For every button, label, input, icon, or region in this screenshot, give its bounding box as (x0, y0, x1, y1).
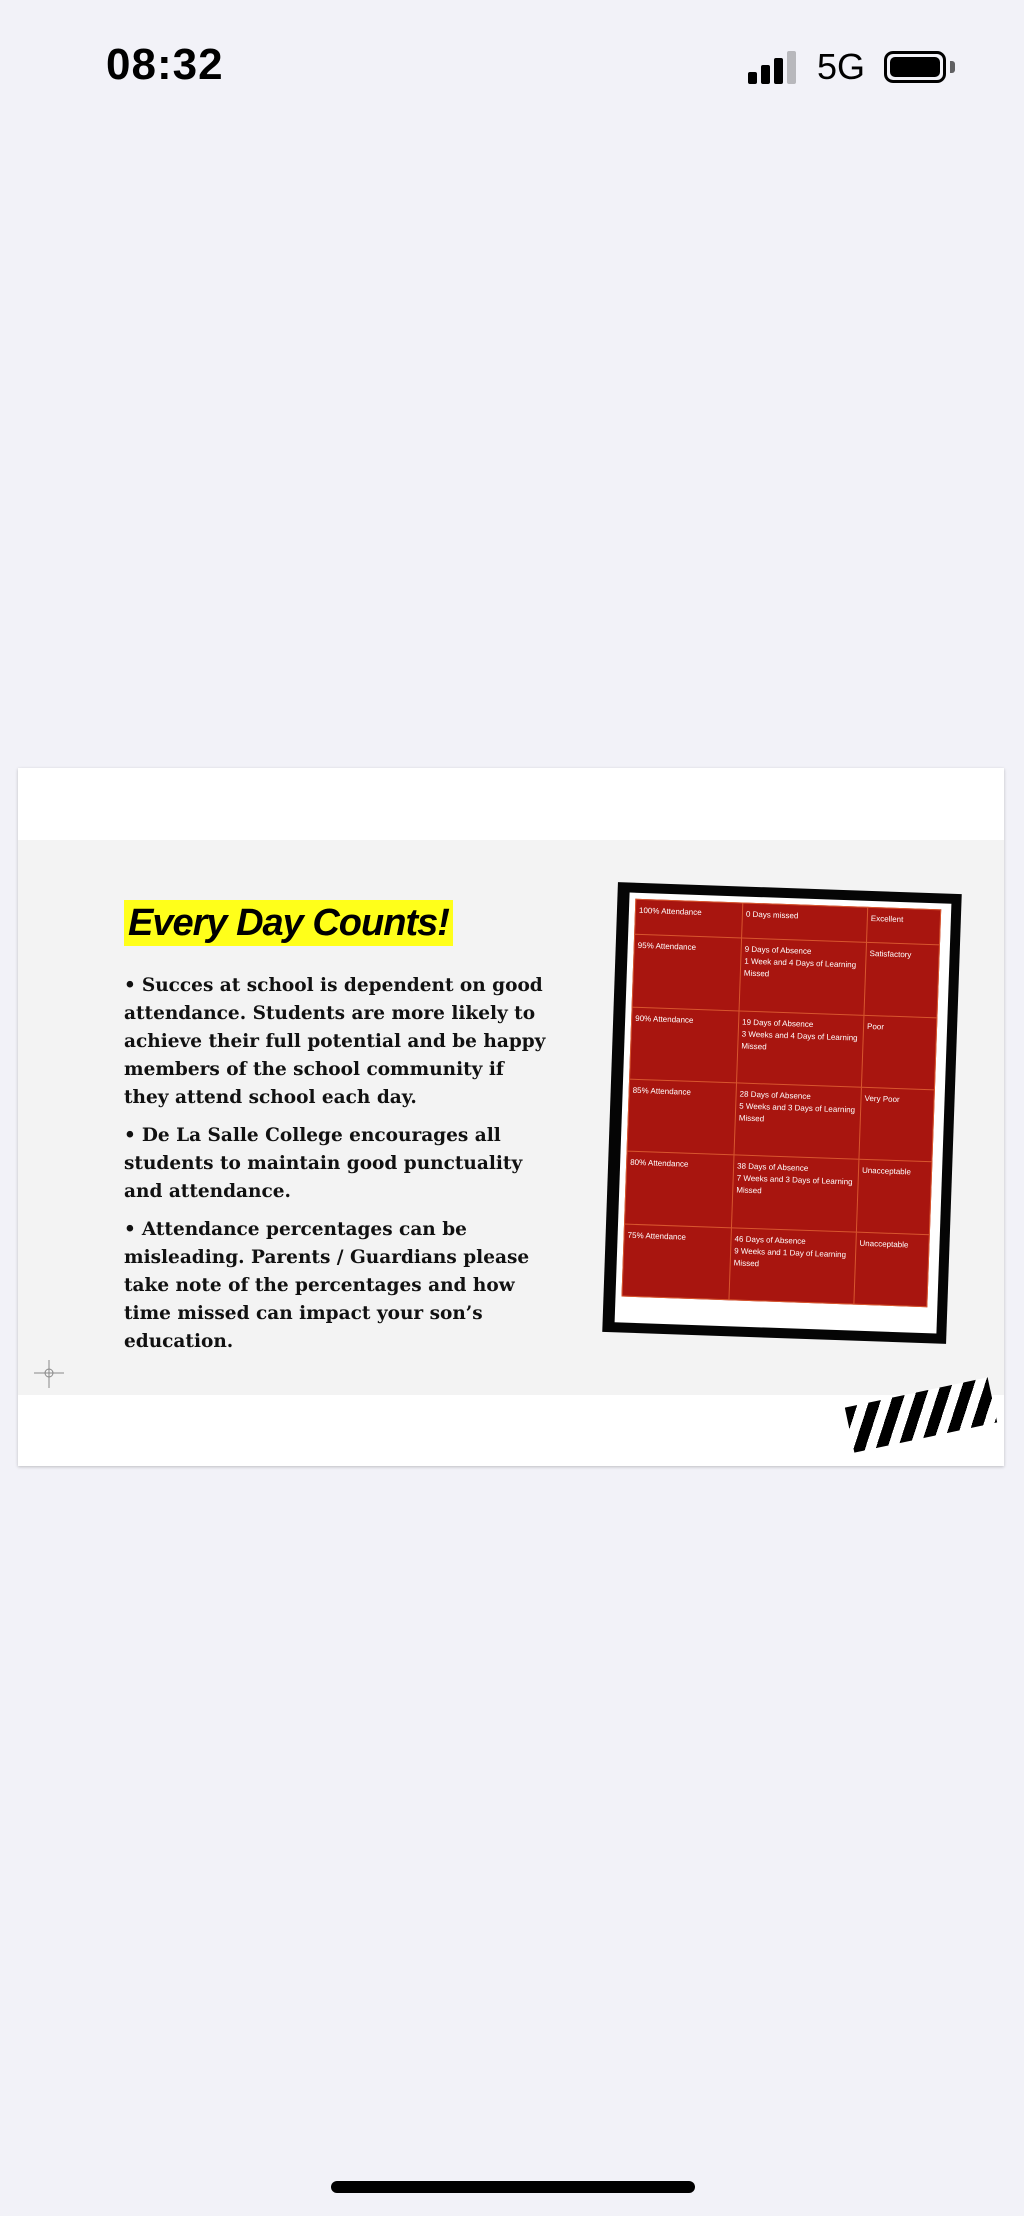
bullet-item (124, 1122, 554, 1206)
slide-image[interactable] (18, 768, 1004, 1466)
rating-cell: Poor (861, 1015, 936, 1090)
network-type: 5G (817, 46, 866, 87)
slide-title: Every Day Counts! (124, 900, 453, 946)
attendance-cell: 95% Attendance (632, 935, 741, 1011)
clock-time: 08:32 (106, 40, 224, 89)
table-row (625, 1151, 932, 1234)
days-missed-cell: 9 Days of Absence 1 Week and 4 Days of Learning Missed (739, 938, 866, 1015)
bullet-text: Succes at school is dependent on good attendance. Students are more likely to achieve their full potential and be happy members of the school community if they attend school each day. (124, 975, 546, 1108)
rating-cell: Very Poor (859, 1087, 934, 1162)
attendance-cell: 80% Attendance (625, 1151, 734, 1227)
table-row (622, 1224, 929, 1307)
attendance-cell: 100% Attendance (635, 899, 743, 938)
rating-cell: Unacceptable (856, 1160, 931, 1235)
status-bar (0, 0, 1024, 130)
cellular-signal-icon (748, 50, 800, 84)
table-row (627, 1079, 934, 1162)
bullet-list (124, 972, 554, 1366)
table-row (632, 935, 939, 1018)
slide-content (18, 840, 1004, 1395)
battery-icon (884, 51, 946, 83)
days-missed-cell: 28 Days of Absence 5 Weeks and 3 Days of Learning Missed (734, 1083, 861, 1160)
rating-cell: Excellent (866, 907, 940, 945)
bullet-dot: • (124, 1125, 136, 1146)
attendance-table (621, 899, 941, 1307)
decorative-stripes (845, 1377, 997, 1452)
attendance-cell: 90% Attendance (630, 1007, 739, 1083)
rating-cell: Satisfactory (864, 943, 939, 1018)
home-indicator[interactable] (331, 2181, 695, 2193)
table-paper (615, 893, 952, 1334)
attendance-cell: 85% Attendance (627, 1079, 736, 1155)
attendance-cell: 75% Attendance (622, 1224, 731, 1300)
bullet-text: Attendance percentages can be misleading. Parents / Guardians please take note of the percentages and how time missed can impact your son’s education. (124, 1219, 530, 1352)
battery-tip (950, 61, 955, 73)
bullet-dot: • (124, 975, 136, 996)
crosshair-icon (34, 1358, 64, 1388)
days-missed-cell: 38 Days of Absence 7 Weeks and 3 Days of Learning Missed (731, 1155, 858, 1232)
bullet-text: De La Salle College encourages all students to maintain good punctuality and attendance. (124, 1125, 523, 1202)
bullet-item (124, 1216, 554, 1356)
days-missed-cell: 19 Days of Absence 3 Weeks and 4 Days of Learning Missed (737, 1011, 864, 1088)
table-row (630, 1007, 937, 1090)
days-missed-cell: 46 Days of Absence 9 Weeks and 1 Day of Learning Missed (729, 1227, 856, 1304)
bullet-item (124, 972, 554, 1112)
days-missed-cell: 0 Days missed (742, 903, 868, 943)
attendance-table-frame (602, 882, 961, 1344)
rating-cell: Unacceptable (854, 1232, 929, 1307)
bullet-dot: • (124, 1219, 136, 1240)
